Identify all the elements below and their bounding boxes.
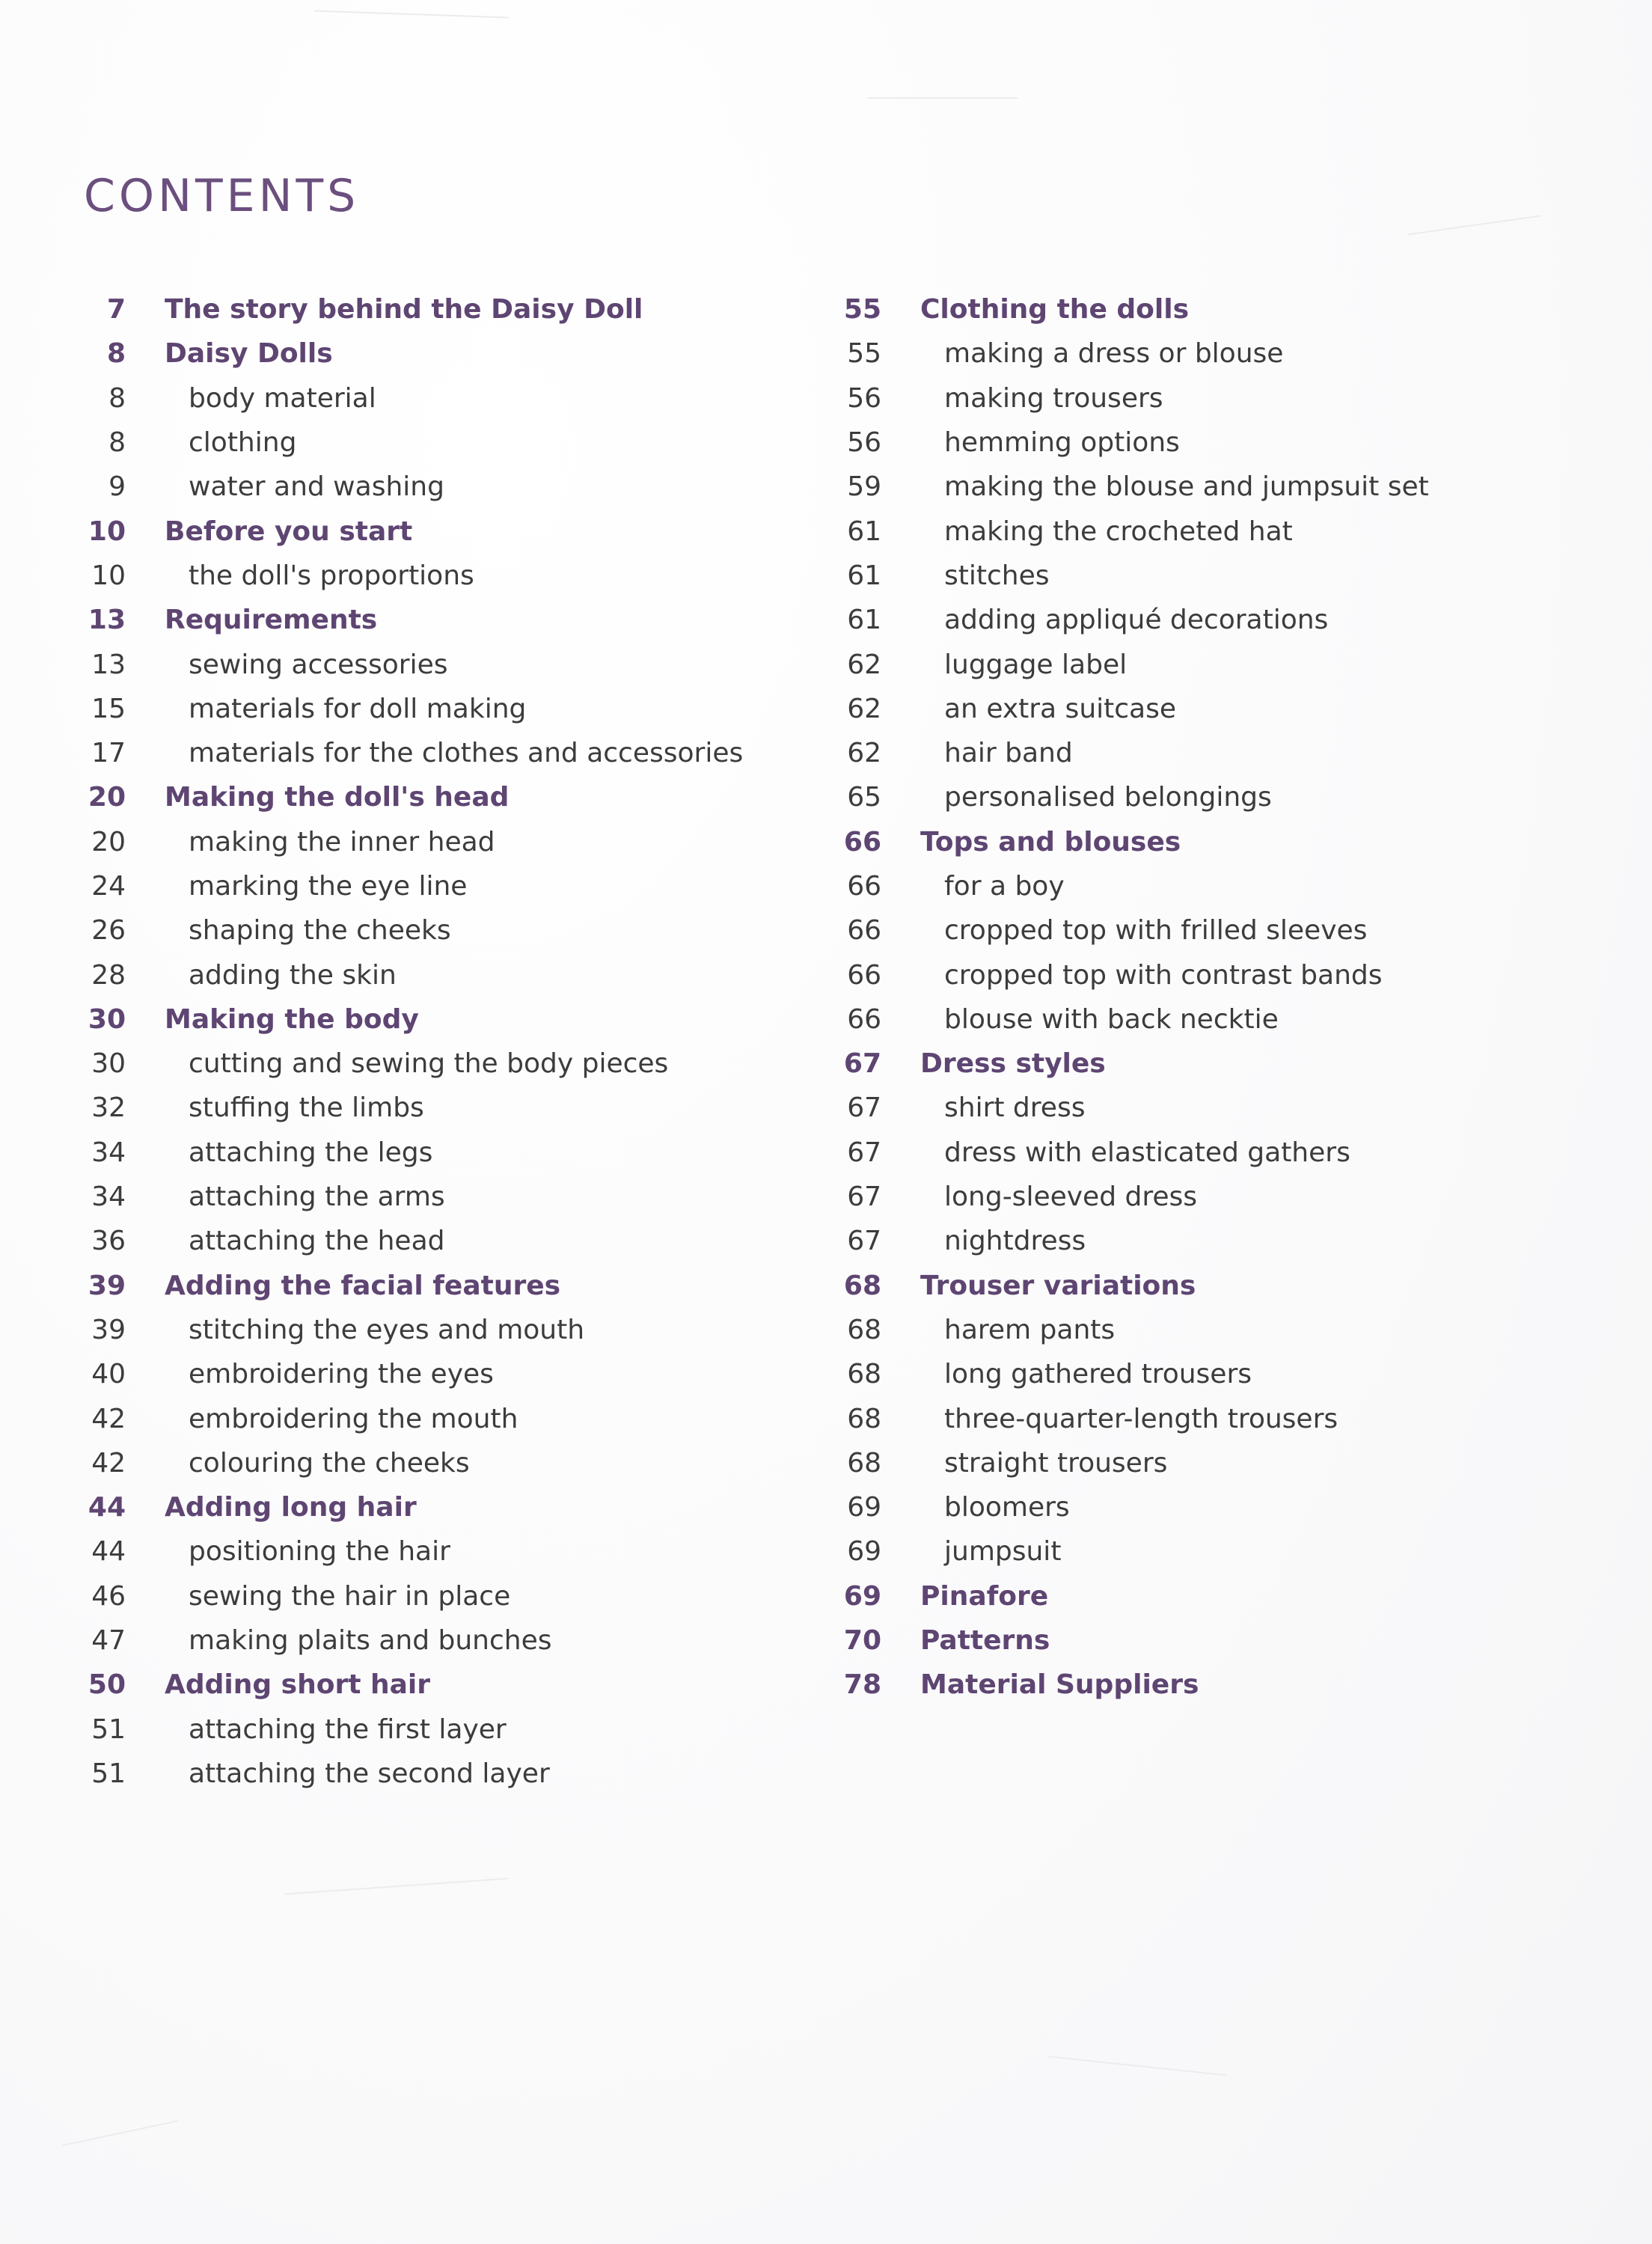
toc-page-number: 20: [88, 782, 126, 813]
toc-page-number: 26: [91, 915, 126, 947]
toc-page-number: 7: [106, 294, 126, 325]
toc-subsection-entry: [75, 376, 743, 421]
toc-entry-label: The story behind the Daisy Doll: [165, 294, 643, 325]
toc-subsection-entry: [830, 1086, 1429, 1130]
toc-entry-label: nightdress: [944, 1226, 1086, 1257]
toc-section-entry: [75, 775, 743, 819]
toc-entry-label: long gathered trousers: [944, 1359, 1252, 1390]
paper-fiber: [1048, 2055, 1227, 2076]
toc-page-number: 44: [91, 1536, 126, 1568]
toc-section-entry: [830, 1618, 1429, 1663]
toc-entry-label: attaching the head: [189, 1226, 445, 1257]
toc-section-entry: [75, 1264, 743, 1308]
toc-subsection-entry: [75, 421, 743, 465]
toc-section-entry: [75, 287, 743, 331]
toc-page-number: 68: [847, 1447, 881, 1479]
toc-entry-label: materials for the clothes and accessories: [189, 738, 744, 769]
toc-entry-label: shirt dress: [944, 1092, 1086, 1124]
toc-entry-label: Patterns: [920, 1625, 1050, 1657]
toc-subsection-entry: [830, 642, 1429, 686]
toc-section-entry: [830, 1042, 1429, 1086]
toc-subsection-entry: [830, 421, 1429, 465]
toc-page-number: 40: [91, 1359, 126, 1390]
toc-page-number: 51: [91, 1713, 126, 1745]
toc-subsection-entry: [830, 1441, 1429, 1485]
toc-left-column: [75, 287, 743, 1796]
toc-subsection-entry: [75, 1752, 743, 1796]
toc-page-number: 34: [91, 1137, 126, 1168]
toc-entry-label: bloomers: [944, 1492, 1070, 1523]
toc-page-number: 24: [91, 871, 126, 902]
toc-page-number: 9: [108, 471, 126, 503]
toc-page-number: 10: [88, 516, 126, 547]
toc-page-number: 67: [847, 1137, 881, 1168]
toc-page-number: 67: [847, 1092, 881, 1124]
toc-section-entry: [75, 598, 743, 642]
toc-entry-label: marking the eye line: [189, 871, 468, 902]
toc-entry-label: attaching the legs: [189, 1137, 433, 1168]
toc-page-number: 59: [847, 471, 881, 503]
toc-page-number: 8: [108, 427, 126, 459]
toc-page-number: 69: [847, 1492, 881, 1523]
toc-section-entry: [830, 1574, 1429, 1618]
paper-fiber: [284, 1878, 508, 1895]
toc-page-number: 51: [91, 1758, 126, 1789]
toc-page-number: 56: [847, 382, 881, 414]
toc-page-number: 62: [847, 738, 881, 769]
toc-entry-label: Requirements: [165, 605, 378, 636]
toc-page-number: 78: [843, 1669, 881, 1701]
toc-section-entry: [75, 1663, 743, 1707]
toc-section-entry: [75, 1485, 743, 1529]
toc-entry-label: for a boy: [944, 871, 1065, 902]
toc-page-number: 8: [108, 382, 126, 414]
toc-page-number: 13: [88, 605, 126, 636]
toc-section-entry: [75, 509, 743, 553]
toc-subsection-entry: [830, 376, 1429, 421]
toc-subsection-entry: [830, 598, 1429, 642]
toc-page-number: 42: [91, 1447, 126, 1479]
toc-subsection-entry: [830, 1219, 1429, 1263]
toc-entry-label: attaching the arms: [189, 1181, 445, 1213]
toc-subsection-entry: [75, 1175, 743, 1219]
toc-entry-label: body material: [189, 382, 376, 414]
toc-section-entry: [75, 997, 743, 1042]
toc-page-number: 69: [847, 1536, 881, 1568]
toc-subsection-entry: [75, 1618, 743, 1663]
toc-subsection-entry: [75, 908, 743, 953]
paper-fiber: [1407, 215, 1541, 235]
toc-entry-label: harem pants: [944, 1314, 1116, 1345]
toc-page-number: 61: [847, 560, 881, 591]
toc-page-number: 56: [847, 427, 881, 459]
toc-entry-label: adding appliqué decorations: [944, 605, 1329, 636]
toc-entry-label: Clothing the dolls: [920, 294, 1189, 325]
toc-entry-label: Before you start: [165, 516, 413, 547]
toc-subsection-entry: [830, 1352, 1429, 1396]
toc-subsection-entry: [75, 1529, 743, 1574]
toc-entry-label: clothing: [189, 427, 297, 459]
toc-page-number: 68: [843, 1270, 881, 1301]
toc-entry-label: Adding the facial features: [165, 1270, 561, 1301]
toc-subsection-entry: [830, 908, 1429, 953]
toc-page-number: 61: [847, 605, 881, 636]
toc-entry-label: colouring the cheeks: [189, 1447, 470, 1479]
toc-subsection-entry: [75, 1574, 743, 1618]
toc-entry-label: straight trousers: [944, 1447, 1168, 1479]
toc-subsection-entry: [830, 1131, 1429, 1175]
toc-entry-label: Tops and blouses: [920, 826, 1181, 857]
toc-subsection-entry: [830, 1308, 1429, 1352]
toc-page-number: 15: [91, 693, 126, 724]
toc-subsection-entry: [830, 997, 1429, 1042]
toc-page-number: 8: [106, 338, 126, 370]
toc-page-number: 50: [88, 1669, 126, 1701]
toc-page-number: 66: [843, 826, 881, 857]
toc-entry-label: Trouser variations: [920, 1270, 1196, 1301]
toc-subsection-entry: [830, 1485, 1429, 1529]
toc-page-number: 34: [91, 1181, 126, 1213]
toc-entry-label: personalised belongings: [944, 782, 1272, 813]
toc-page-number: 17: [91, 738, 126, 769]
toc-page-number: 61: [847, 516, 881, 547]
toc-subsection-entry: [75, 820, 743, 864]
toc-subsection-entry: [830, 731, 1429, 775]
toc-subsection-entry: [830, 687, 1429, 731]
toc-entry-label: Adding short hair: [165, 1669, 430, 1701]
toc-entry-label: Dress styles: [920, 1048, 1106, 1080]
toc-page-number: 65: [847, 782, 881, 813]
toc-page-number: 39: [88, 1270, 126, 1301]
toc-entry-label: stitching the eyes and mouth: [189, 1314, 585, 1345]
toc-page-number: 30: [88, 1003, 126, 1035]
toc-entry-label: adding the skin: [189, 959, 397, 991]
toc-subsection-entry: [75, 642, 743, 686]
toc-subsection-entry: [75, 1042, 743, 1086]
toc-page-number: 36: [91, 1226, 126, 1257]
toc-subsection-entry: [75, 1308, 743, 1352]
toc-page-number: 66: [847, 1003, 881, 1035]
toc-entry-label: positioning the hair: [189, 1536, 450, 1568]
toc-entry-label: Making the doll's head: [165, 782, 510, 813]
toc-entry-label: jumpsuit: [944, 1536, 1062, 1568]
toc-subsection-entry: [830, 1529, 1429, 1574]
toc-page-number: 39: [91, 1314, 126, 1345]
toc-entry-label: Adding long hair: [165, 1492, 417, 1523]
toc-entry-label: Pinafore: [920, 1580, 1049, 1612]
toc-page-number: 67: [847, 1226, 881, 1257]
toc-page-number: 13: [91, 649, 126, 680]
toc-subsection-entry: [830, 331, 1429, 376]
toc-subsection-entry: [830, 953, 1429, 997]
toc-page-number: 68: [847, 1403, 881, 1434]
toc-entry-label: Making the body: [165, 1003, 419, 1035]
toc-entry-label: blouse with back necktie: [944, 1003, 1279, 1035]
toc-entry-label: making the inner head: [189, 826, 495, 857]
toc-page-number: 55: [847, 338, 881, 370]
toc-subsection-entry: [75, 1131, 743, 1175]
toc-entry-label: luggage label: [944, 649, 1128, 680]
toc-entry-label: sewing accessories: [189, 649, 448, 680]
toc-entry-label: making trousers: [944, 382, 1163, 414]
toc-subsection-entry: [830, 864, 1429, 908]
toc-section-entry: [830, 1264, 1429, 1308]
toc-entry-label: stitches: [944, 560, 1050, 591]
toc-subsection-entry: [75, 1352, 743, 1396]
paper-fiber: [868, 97, 1018, 99]
toc-section-entry: [75, 331, 743, 376]
toc-page-number: 68: [847, 1359, 881, 1390]
toc-subsection-entry: [830, 1396, 1429, 1440]
toc-entry-label: an extra suitcase: [944, 693, 1177, 724]
toc-section-entry: [830, 820, 1429, 864]
toc-page-number: 66: [847, 915, 881, 947]
toc-entry-label: materials for doll making: [189, 693, 527, 724]
toc-entry-label: making the crocheted hat: [944, 516, 1293, 547]
toc-subsection-entry: [75, 687, 743, 731]
toc-subsection-entry: [830, 1175, 1429, 1219]
toc-subsection-entry: [75, 1396, 743, 1440]
toc-entry-label: shaping the cheeks: [189, 915, 451, 947]
toc-entry-label: hemming options: [944, 427, 1180, 459]
toc-entry-label: three-quarter-length trousers: [944, 1403, 1339, 1434]
toc-page-number: 42: [91, 1403, 126, 1434]
toc-entry-label: Material Suppliers: [920, 1669, 1199, 1701]
toc-page-number: 66: [847, 959, 881, 991]
toc-subsection-entry: [830, 509, 1429, 553]
page-title: CONTENTS: [84, 170, 360, 222]
toc-page-number: 70: [843, 1625, 881, 1657]
toc-entry-label: embroidering the eyes: [189, 1359, 494, 1390]
toc-entry-label: cropped top with contrast bands: [944, 959, 1383, 991]
toc-right-column: [830, 287, 1429, 1708]
toc-entry-label: making plaits and bunches: [189, 1625, 552, 1657]
toc-subsection-entry: [830, 775, 1429, 819]
toc-subsection-entry: [75, 953, 743, 997]
toc-subsection-entry: [75, 554, 743, 598]
paper-fiber: [61, 2120, 179, 2146]
toc-entry-label: embroidering the mouth: [189, 1403, 518, 1434]
toc-entry-label: Daisy Dolls: [165, 338, 333, 370]
toc-section-entry: [830, 1663, 1429, 1707]
toc-entry-label: long-sleeved dress: [944, 1181, 1198, 1213]
toc-subsection-entry: [75, 1219, 743, 1263]
toc-subsection-entry: [75, 1441, 743, 1485]
toc-section-entry: [830, 287, 1429, 331]
toc-entry-label: sewing the hair in place: [189, 1580, 511, 1612]
toc-page-number: 67: [843, 1048, 881, 1080]
toc-page-number: 62: [847, 693, 881, 724]
toc-subsection-entry: [75, 1708, 743, 1752]
toc-entry-label: making the blouse and jumpsuit set: [944, 471, 1429, 503]
toc-subsection-entry: [75, 465, 743, 509]
toc-page-number: 62: [847, 649, 881, 680]
toc-page-number: 44: [88, 1492, 126, 1523]
toc-page-number: 55: [843, 294, 881, 325]
toc-page-number: 10: [91, 560, 126, 591]
toc-page-number: 66: [847, 871, 881, 902]
toc-entry-label: cutting and sewing the body pieces: [189, 1048, 669, 1080]
toc-page-number: 47: [91, 1625, 126, 1657]
toc-page-number: 69: [843, 1580, 881, 1612]
toc-page-number: 32: [91, 1092, 126, 1124]
toc-entry-label: stuffing the limbs: [189, 1092, 424, 1124]
toc-subsection-entry: [830, 465, 1429, 509]
toc-subsection-entry: [830, 554, 1429, 598]
toc-page-number: 20: [91, 826, 126, 857]
toc-entry-label: dress with elasticated gathers: [944, 1137, 1350, 1168]
toc-entry-label: attaching the second layer: [189, 1758, 550, 1789]
toc-entry-label: making a dress or blouse: [944, 338, 1284, 370]
toc-entry-label: cropped top with frilled sleeves: [944, 915, 1368, 947]
toc-page-number: 68: [847, 1314, 881, 1345]
toc-subsection-entry: [75, 1086, 743, 1130]
toc-subsection-entry: [75, 731, 743, 775]
paper-fiber: [314, 10, 509, 18]
toc-page-number: 46: [91, 1580, 126, 1612]
toc-page-number: 30: [91, 1048, 126, 1080]
toc-page-number: 67: [847, 1181, 881, 1213]
toc-entry-label: attaching the first layer: [189, 1713, 507, 1745]
toc-subsection-entry: [75, 864, 743, 908]
toc-entry-label: water and washing: [189, 471, 444, 503]
toc-entry-label: hair band: [944, 738, 1073, 769]
toc-page-number: 28: [91, 959, 126, 991]
toc-entry-label: the doll's proportions: [189, 560, 474, 591]
